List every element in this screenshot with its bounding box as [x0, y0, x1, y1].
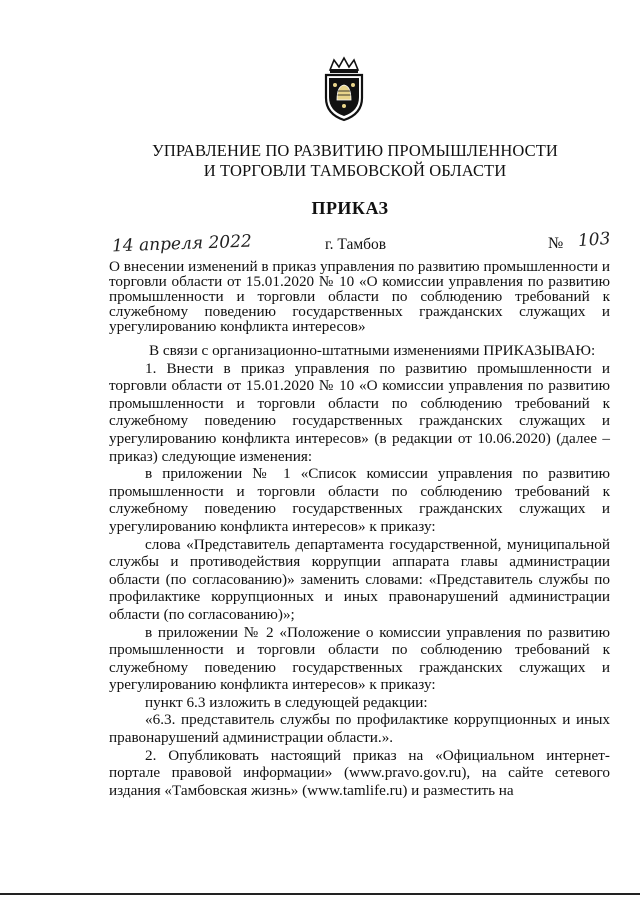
document-type-title: ПРИКАЗ [311, 198, 389, 218]
order-subject: О внесении изменений в приказ управления по развитию промышленности и торговли области от 15.01.2020 № 10 «О комиссии управления по развитию промышленности и торговли области по соблюдению требований к служебному поведению государственных гражданских служащих и урегулированию конфликта интересов» [109, 258, 610, 335]
page-bottom-divider [0, 893, 640, 895]
appendix-2-paragraph: в приложении № 2 «Положение о комиссии управления по развитию промышленности и торговли области по соблюдению требований к служебному поведению государственных гражданских служащих и урегулированию конфликта интересов» к приказу: [109, 623, 610, 694]
organization-name-line2: И ТОРГОВЛИ ТАМБОВСКОЙ ОБЛАСТИ [203, 161, 507, 180]
words-replacement-paragraph: слова «Представитель департамента государственной, муниципальной службы и противодействия коррупции аппарата главы администрации области (по согласованию)» заменить словами: «Представитель службы по профилактике коррупционных и иных правонарушений администрации области (по согласованию)»; [109, 535, 610, 623]
clause-1-paragraph: 1. Внести в приказ управления по развитию промышленности и торговли области от 15.01.2020 № 10 «О комиссии управления по развитию промышленности и торговли области по соблюдению требований к служебному поведению государственных гражданских служащих и урегулированию конфликта интересов» (в редакции от 10.06.2020) (далее – приказ) следующие изменения: [109, 359, 610, 465]
handwritten-date: 14 апреля 2022 [111, 231, 253, 257]
point-6-3-text-paragraph: «6.3. представитель службы по профилактике коррупционных и иных правонарушений администрации области.». [109, 711, 610, 747]
preamble-paragraph: В связи с организационно-штатными изменениями ПРИКАЗЫВАЮ: [149, 342, 596, 359]
organization-name-line1: УПРАВЛЕНИЕ ПО РАЗВИТИЮ ПРОМЫШЛЕННОСТИ [152, 141, 558, 160]
tambov-coat-of-arms-icon [318, 56, 370, 122]
clause-2-paragraph: 2. Опубликовать настоящий приказ на «Официальном интернет-портале правовой информации» (www.pravo.gov.ru), на сайте сетевого издания «Тамбовская жизнь» (www.tamlife.ru) и разместить на [109, 746, 610, 799]
point-6-3-intro-paragraph: пункт 6.3 изложить в следующей редакции: [145, 693, 428, 711]
appendix-1-paragraph: в приложении № 1 «Список комиссии управления по развитию промышленности и торговли области по соблюдению требований к служебному поведению государственных гражданских служащих и урегулированию конфликта интересов» к приказу: [109, 465, 610, 535]
city-label: г. Тамбов [325, 236, 387, 253]
order-body [109, 342, 610, 799]
handwritten-number: 103 [577, 228, 612, 252]
organization-name [60, 141, 640, 181]
number-sign: № [548, 235, 564, 252]
